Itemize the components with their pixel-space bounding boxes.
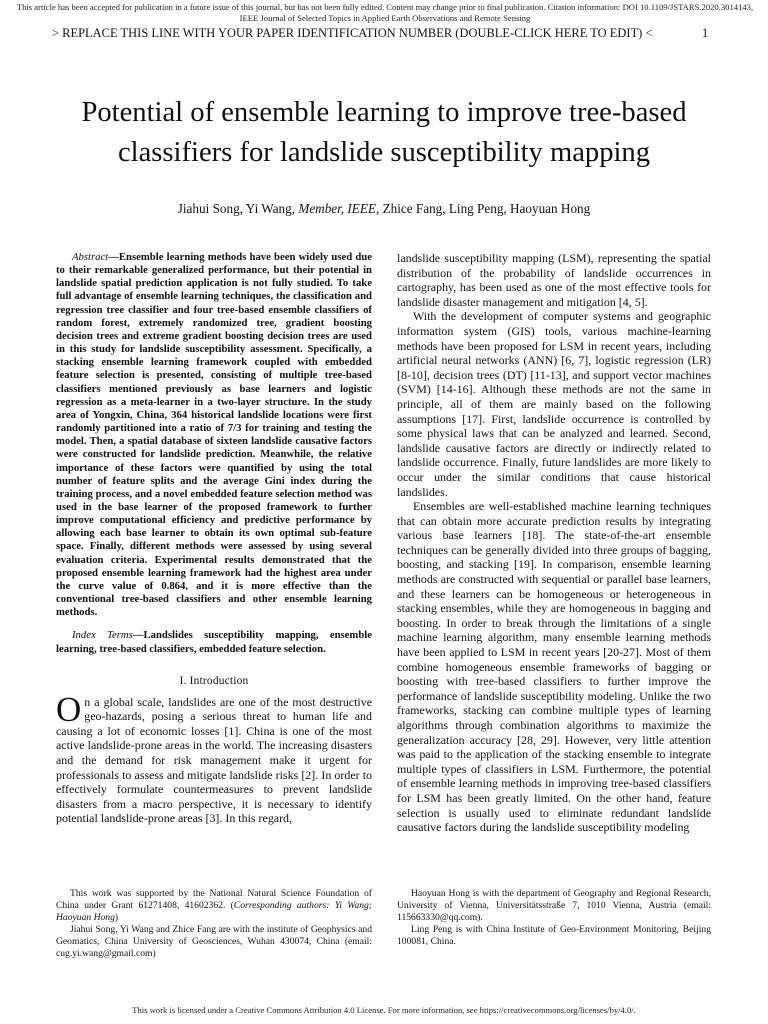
abstract (56, 251, 372, 619)
intro-paragraph-text: n a global scale, landslides are one of the most destructive geo-hazards, posing a serious threat to human life and causing a lot of economic losses [1]. China is one of the most active landslide-prone areas in the world. The increasing disasters and the demand for risk management make it urgent for professionals to assess and mitigate landslide risks [2]. In order to effectively formulate countermeasures to prevent landslide disasters from a macro perspective, it is necessary to identify potential landslide-prone areas [3]. In this regard, (56, 694, 372, 826)
authors-rest: , Zhice Fang, Ling Peng, Haoyuan Hong (375, 201, 591, 216)
footnote-affiliation-3: Ling Peng is with China Institute of Geo-Environment Monitoring, Beijing 100081, China. (397, 924, 711, 947)
footnote-affiliation-1: Jiahui Song, Yi Wang and Zhice Fang are with the institute of Geophysics and Geomatics, China University of Geosciences, Wuhan 430074, China (email: cug.yi.wang@gmail.com) (56, 924, 372, 959)
page-number: 1 (702, 26, 709, 40)
running-header: > REPLACE THIS LINE WITH YOUR PAPER IDENTIFICATION NUMBER (DOUBLE-CLICK HERE TO EDIT) < (52, 26, 653, 40)
index-terms (56, 629, 372, 655)
body-paragraph-3: Ensembles are well-established machine learning techniques that can obtain more accurate prediction results by integrating various base learners [18]. The state-of-the-art ensemble techniques can be generally divided into three groups of bagging, boosting, and stacking [19]. In comparison, ensemble learning methods are constructed with sequential or parallel base learners, and these learners can be homogeneous or heterogeneous in stacking ensembles, while they are homogeneous in bagging and boosting. In order to break through the limitations of a single machine learning algorithm, many ensemble learning methods have been applied to LSM in recent years [20-27]. Most of them combine homogeneous ensemble frameworks of bagging or boosting with tree-based classifiers to further improve the performance of landslide susceptibility modeling. Unlike the two frameworks, stacking can combine multiple types of learning algorithms through combination algorithms to maximize the generalization accuracy [28, 29]. However, very little attention was paid to the application of the stacking ensemble to integrate multiple types of classifiers in LSM. Furthermore, the potential of ensemble learning methods in improving tree-based classifiers for LSM has been greatly limited. On the other hand, feature selection is usually used to eliminate redundant landslide causative factors during the landslide susceptibility modeling (397, 499, 711, 835)
drop-cap: O (56, 689, 82, 729)
right-column (397, 251, 711, 835)
abstract-text: —Ensemble learning methods have been widely used due to their remarkable generalized performance, but their potential in landslide spatial prediction application is not fully studied. To take full advantage of ensemble learning techniques, the classification and regression tree classifier and four tree-based ensemble classifiers of random forest, extremely randomized tree, gradient boosting decision trees and extreme gradient boosting decision trees are used in this study for landslide susceptibility assessment. Specifically, a stacking ensemble learning framework coupled with embedded feature selection is presented, consisting of multiple tree-based classifiers mentioned previously as base learners and logistic regression as a meta-learner in a two-layer structure. In the study area of Yongxin, China, 364 historical landslide locations were first randomly partitioned into a ratio of 7/3 for training and testing the model. Then, a spatial database of sixteen landslide causative factors were constructed for landslide prediction. Meanwhile, the relative importance of these factors were quantified by using the total number of feature splits and the average Gini index during the training process, and a novel embedded feature selection method was used in the base learner of the proposed framework to further improve computational efficiency and predictive performance by allowing each base learner to obtain its own optimal sub-feature space. Finally, different methods were assessed by using several evaluation criteria. Experimental results demonstrated that the proposed ensemble learning framework had the highest area under the curve value of 0.864, and it is more effective than the conventional tree-based classifiers and other ensemble learning methods. (56, 251, 372, 619)
license-notice: This work is licensed under a Creative Commons Attribution 4.0 License. For more information, see https://creativecommons.org/licenses/by/4.0/. (132, 1005, 636, 1015)
footnote-corresponding-2: Haoyuan Hong (56, 912, 115, 923)
author-membership: Member, IEEE (298, 201, 376, 216)
footnotes-right (397, 888, 711, 948)
footnote-funding-text: This work was supported by the National Natural Science Foundation of China under Grant 61271408, 41602362. ( (56, 888, 372, 911)
author-list (70, 201, 698, 217)
paper-title: Potential of ensemble learning to improve tree-based classifiers for landslide susceptibility mapping (81, 97, 687, 169)
authors-first: Jiahui Song, Yi Wang, (177, 201, 299, 216)
footnote-affiliation-2: Haoyuan Hong is with the department of Geography and Regional Research, University of Vienna, Universitätsstraße 7, 1010 Vienna, Austria (email: 115663330@qq.com). (397, 888, 711, 923)
body-paragraph-2: With the development of computer systems and geographic information system (GIS) tools, various machine-learning methods have been proposed for LSM in recent years, including artificial neural networks (ANN) [6, 7], logistic regression (LR) [8-10], decision trees (DT) [11-13], and support vector machines (SVM) [14-16]. Although these methods are not the same in principle, all of them are mainly based on the following assumptions [17]. First, landslide occurrence is controlled by some physical laws that can be analyzed and learned. Second, landslide causative factors are directly or indirectly related to landslide occurrence. Finally, future landslides are more likely to occur under the similar conditions that cause historical landslides. (397, 309, 711, 499)
index-terms-lead: Index Terms (72, 629, 133, 642)
publication-notice: This article has been accepted for publication in a future issue of this journal, but has not been fully edited. Content may change prior to final publication. Citation information: DOI 10.1109/JSTARS.2020.3014143, IEEE Journal of Selected Topics in Applied Earth Observations and Remote Sensing (16, 2, 754, 23)
body-paragraph-1: landslide susceptibility mapping (LSM), representing the spatial distribution of the probability of landslide occurrences in cartography, has been used as one of the most effective tools for landslide disaster management and mitigation [4, 5]. (397, 251, 711, 309)
footnote-close: ) (114, 912, 119, 923)
footnote-funding (56, 888, 372, 924)
section-heading-introduction: I. Introduction (179, 674, 249, 687)
footnotes-left (56, 888, 372, 960)
left-column (56, 251, 372, 826)
abstract-lead: Abstract (72, 251, 109, 263)
footnote-corresponding: Corresponding authors: Yi Wang (233, 900, 369, 911)
intro-paragraph (56, 689, 372, 826)
index-terms-text: —Landslides susceptibility mapping, ensemble learning, tree-based classifiers, embedded feature selection. (56, 629, 372, 655)
footnote-separator: ; (368, 900, 372, 911)
